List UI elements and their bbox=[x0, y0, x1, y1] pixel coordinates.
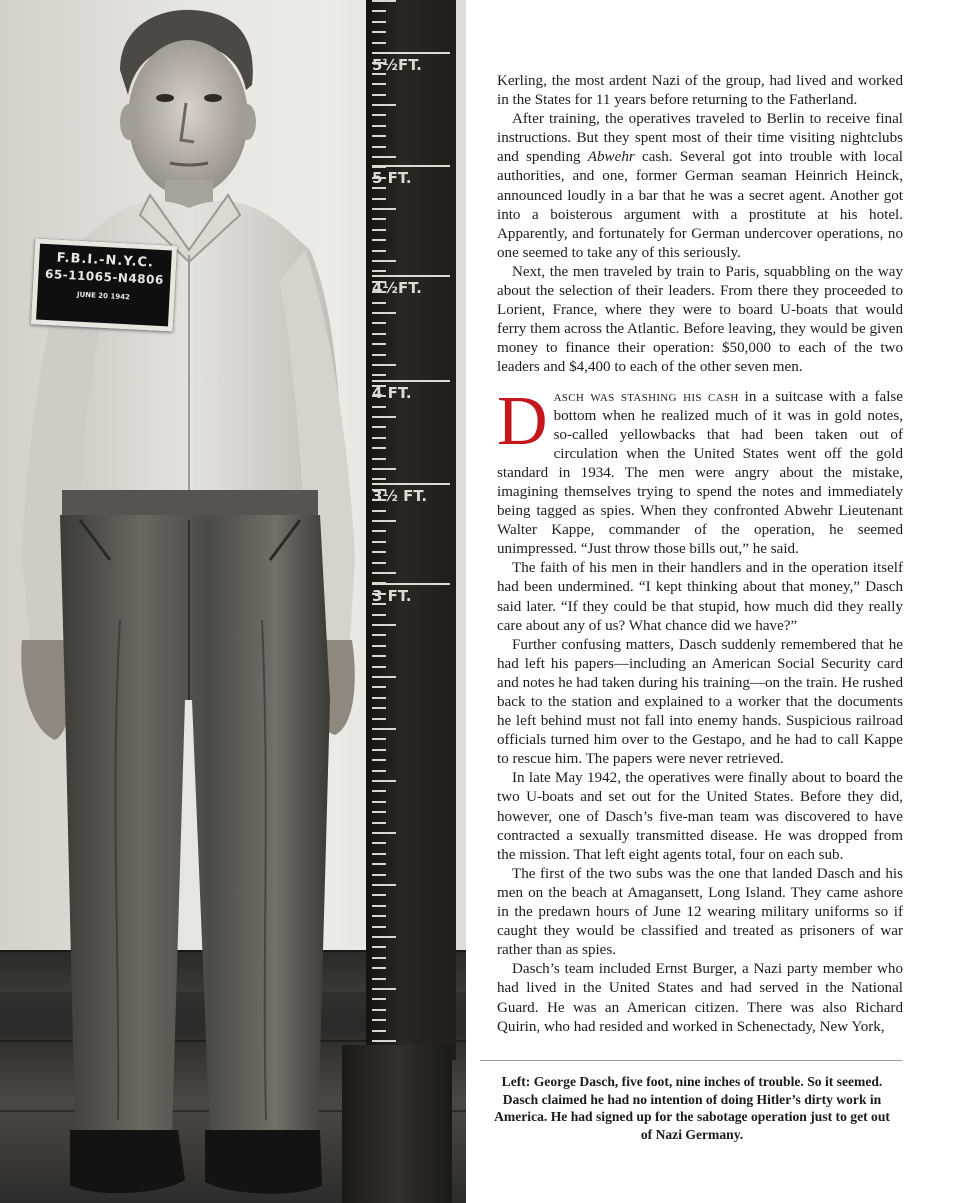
article-paragraph bbox=[497, 110, 903, 263]
stick-height-mark: 3 FT. bbox=[372, 583, 450, 605]
text-run: in a suitcase with a false bottom when he realized much of it was in gold notes, so-called yellowbacks that had been taken out of circulation when the United States went off the gold standard in 1934. The men were angry about the mistake, imagining themselves trying to spend the notes and immediately being tagged as spies. When they confronted Abwehr Lieutenant Walter Kappe, commander of the operation, he seemed unimpressed. “Just throw those bills out,” he said. bbox=[497, 388, 903, 558]
lead-in-smallcaps: asch was stashing his cash bbox=[553, 388, 739, 405]
stick-height-mark: 5 FT. bbox=[372, 165, 450, 187]
article-paragraph: Dasch’s team included Ernst Burger, a Nazi party member who had lived in the United States and had served in the National Guard. He was an American citizen. There was also Richard Quirin, who had resided and worked in Schenectady, New York, bbox=[497, 961, 903, 1035]
fbi-name-plate bbox=[31, 238, 177, 331]
text-run: cash. Several got into trouble with local authorities, and one, former German seaman Heinrich Heinck, announced loudly in a bar that he was a secret agent. Another got into a boisterous argument with a prostitute at his hotel. Apparently, and fortunately for German undercover operations, no one seemed to take any of this seriously. bbox=[497, 149, 903, 261]
caption-divider bbox=[480, 1060, 902, 1061]
article-paragraph: Next, the men traveled by train to Paris, squabbling on the way about the selection of their leaders. From there they proceeded to Lorient, France, where they were to board U-boats that would ferry them across the Atlantic. Before leaving, they would be given money to finance their operation: $50,000 to each of the two leaders and $4,400 to each of the other seven men. bbox=[497, 263, 903, 376]
stick-height-mark: 3½ FT. bbox=[372, 483, 450, 505]
plate-line-1: F.B.I.-N.Y.C. bbox=[56, 250, 155, 271]
drop-cap-letter: D bbox=[497, 382, 548, 460]
article-column bbox=[497, 72, 903, 1037]
article-paragraph: Further confusing matters, Dasch suddenly remembered that he had left his papers—including an American Social Security card and notes he had taken during his training—on the train. He rushed back to the station and explained to a worker that the documents he left behind must not fall into enemy hands. Suspicious railroad officials turned him over to the Gestapo, and he had to call Kappe to rescue him. The papers were never retrieved. bbox=[497, 636, 903, 768]
article-paragraph: The first of the two subs was the one that landed Dasch and his men on the beach at Amagansett, Long Island. They came ashore in the predawn hours of June 12 wearing military uniforms so if caught they would be classified and treated as prisoners of war rather than as spies. bbox=[497, 865, 903, 959]
stick-height-mark: 4 FT. bbox=[372, 380, 450, 402]
article-paragraph: Kerling, the most ardent Nazi of the group, had lived and worked in the States for 11 years before returning to the Fatherland. bbox=[497, 73, 903, 109]
man-figure bbox=[0, 0, 466, 1203]
photo-caption: Left: George Dasch, five foot, nine inches of trouble. So it seemed. Dasch claimed he had no intention of doing Hitler’s dirty work in America. He had signed up for the sabotage operation just to get out of Nazi Germany. bbox=[494, 1074, 890, 1142]
mugshot-photo bbox=[0, 0, 466, 1203]
article-paragraph-dropcap bbox=[497, 382, 903, 560]
italic-term: Abwehr bbox=[587, 149, 635, 166]
article-paragraph: In late May 1942, the operatives were finally about to board the two U-boats and set out for the United States. Before they did, however, one of Dasch’s five-man team was discovered to have contracted a sexually transmitted disease. He was dropped from the mission. That left eight agents total, four on each sub. bbox=[497, 770, 903, 863]
plate-line-3: JUNE 20 1942 bbox=[76, 290, 131, 302]
plate-line-2: 65-11065-N4806 bbox=[44, 266, 165, 288]
text-run: After training, the operatives traveled to Berlin to receive final instructions. But they spent most of their time visiting nightclubs and spending bbox=[497, 111, 903, 166]
stick-height-mark: 5½FT. bbox=[372, 52, 450, 74]
article-paragraph: The faith of his men in their handlers and in the operation itself had been undermined. “I kept thinking about that money,” Dasch said later. “If they could be that stupid, how much did they really care about any of us? What chance did we have?” bbox=[497, 560, 903, 634]
stick-height-mark: 4½FT. bbox=[372, 275, 450, 297]
